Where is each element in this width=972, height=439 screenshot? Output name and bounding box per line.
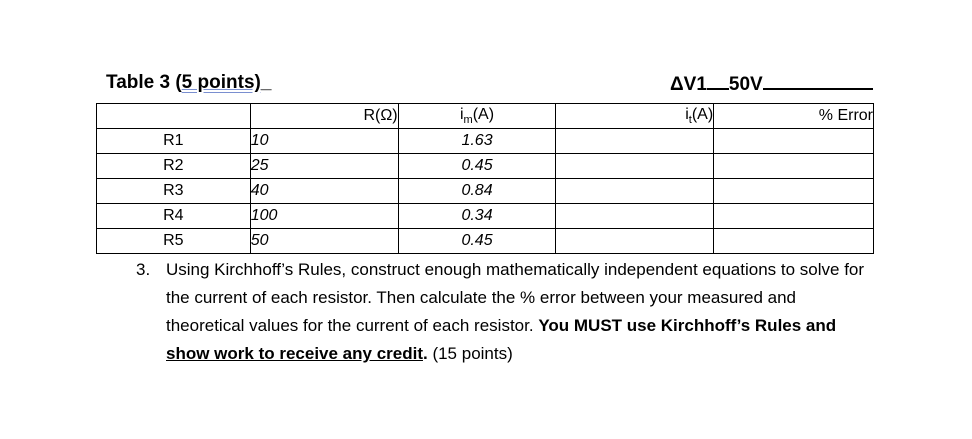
resistor-label: R3 bbox=[97, 179, 251, 204]
table-row bbox=[97, 229, 874, 254]
table-title bbox=[106, 72, 271, 94]
percent-error-cell[interactable] bbox=[714, 179, 874, 204]
percent-error-cell[interactable] bbox=[714, 204, 874, 229]
percent-error-cell[interactable] bbox=[714, 154, 874, 179]
header-row bbox=[97, 104, 874, 129]
theoretical-current-cell[interactable] bbox=[556, 204, 714, 229]
header-measured-current: $i_m(A)$ bbox=[398, 104, 556, 129]
percent-error-cell[interactable] bbox=[714, 129, 874, 154]
theoretical-current-cell[interactable] bbox=[556, 154, 714, 179]
resistance-value: 100 bbox=[250, 204, 398, 229]
resistor-label: R2 bbox=[97, 154, 251, 179]
resistor-label: R1 bbox=[97, 129, 251, 154]
resistor-label: R4 bbox=[97, 204, 251, 229]
voltage-blank-line bbox=[763, 72, 873, 90]
voltage-separator bbox=[707, 72, 729, 90]
question-text: Using Kirchhoff’s Rules, construct enough mathematically independent equations to solve for the current of each resistor. Then calculate the % error between your measured and theoretical values for the current of each resistor. bbox=[166, 260, 865, 335]
voltage-value: 50V bbox=[728, 74, 763, 95]
table-row bbox=[97, 179, 874, 204]
table-title-suffix: _ bbox=[260, 72, 272, 93]
header-blank-cell bbox=[97, 104, 251, 129]
voltage-line bbox=[670, 72, 873, 96]
measured-current-value: 0.45 bbox=[398, 229, 556, 254]
percent-error-cell[interactable] bbox=[714, 229, 874, 254]
question-body bbox=[166, 256, 876, 368]
header-resistance: R(Ω) bbox=[250, 104, 398, 129]
question-bold-period: . bbox=[422, 344, 428, 363]
voltage-label: ΔV1 bbox=[670, 74, 707, 95]
question-bold-text: You MUST use Kirchhoff’s Rules and bbox=[538, 316, 837, 335]
resistance-value: 10 bbox=[250, 129, 398, 154]
resistance-value: 25 bbox=[250, 154, 398, 179]
theoretical-current-cell[interactable] bbox=[556, 179, 714, 204]
resistance-value: 40 bbox=[250, 179, 398, 204]
measured-current-value: 0.34 bbox=[398, 204, 556, 229]
data-table bbox=[96, 103, 874, 254]
header-theoretical-current: $i_t(A)$ bbox=[556, 104, 714, 129]
theoretical-current-cell[interactable] bbox=[556, 129, 714, 154]
table-title-prefix: Table 3 ( bbox=[106, 72, 182, 93]
table-row bbox=[97, 204, 874, 229]
measured-current-value: 1.63 bbox=[398, 129, 556, 154]
question-emphasis: show work to receive any credit bbox=[166, 344, 423, 363]
table-row bbox=[97, 154, 874, 179]
measured-current-value: 0.45 bbox=[398, 154, 556, 179]
question-3 bbox=[136, 256, 876, 368]
header-percent-error: % Error bbox=[714, 104, 874, 129]
question-points: (15 points) bbox=[427, 344, 513, 363]
resistor-label: R5 bbox=[97, 229, 251, 254]
measured-current-value: 0.84 bbox=[398, 179, 556, 204]
table-title-points: 5 points) bbox=[181, 72, 261, 93]
resistance-value: 50 bbox=[250, 229, 398, 254]
table-row bbox=[97, 129, 874, 154]
question-number: 3. bbox=[136, 260, 151, 279]
theoretical-current-cell[interactable] bbox=[556, 229, 714, 254]
